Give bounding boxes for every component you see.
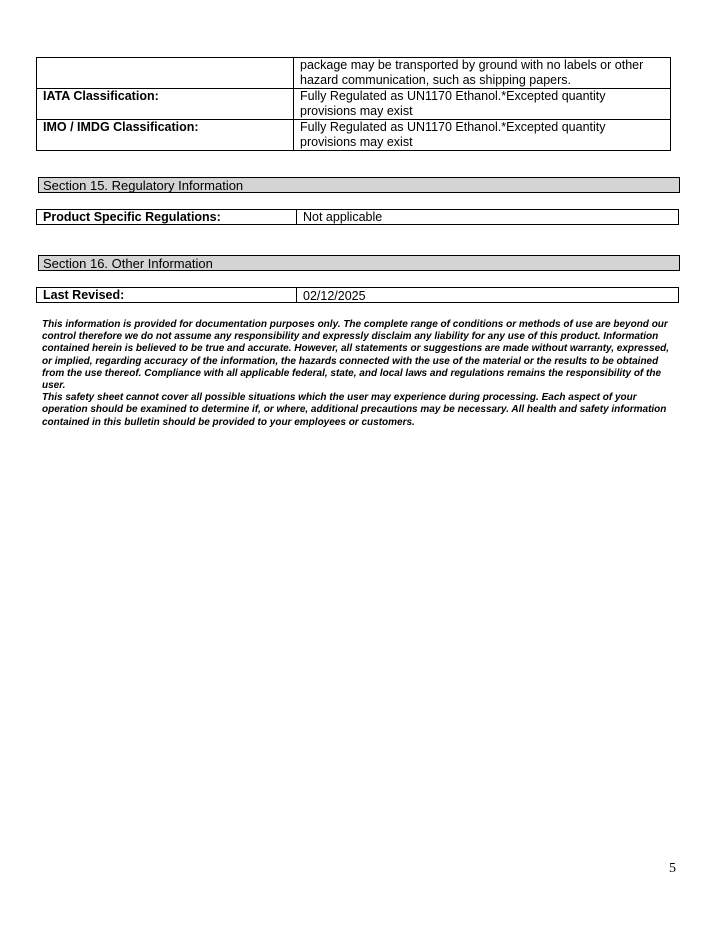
product-specific-regulations-value: Not applicable bbox=[303, 210, 383, 224]
transport-classification-table bbox=[36, 57, 671, 151]
last-revised-row bbox=[36, 287, 679, 303]
table-row bbox=[37, 89, 671, 120]
table-row bbox=[37, 120, 671, 151]
row-value: package may be transported by ground with no labels or other hazard communication, such as shipping papers. bbox=[294, 58, 671, 89]
row-value-imo: Fully Regulated as UN1170 Ethanol.*Excepted quantity provisions may exist bbox=[294, 120, 671, 151]
last-revised-value: 02/12/2025 bbox=[303, 289, 366, 303]
disclaimer-text: This information is provided for documentation purposes only. The complete range of conditions or methods of use are beyond our control therefore we do not assume any responsibility and expressly disclaim any liability for any use of this product. Information contained herein is believed to be true and accurate. However, all statements or suggestions are made without warranty, expressed, or implied, regarding accuracy of the information, the hazards connected with the use of the material or the results to be obtained from the use thereof. Compliance with all applicable federal, state, and local laws and regulations remains the responsibility of the user. This safety sheet cannot cover all possible situations which the user may experience during processing. Each aspect of your operation should be examined to determine if, or where, additional precautions may be necessary. All health and safety information contained in this bulletin should be provided to your employees or customers. bbox=[42, 319, 670, 428]
row-label bbox=[37, 58, 294, 89]
section-15-header: Section 15. Regulatory Information bbox=[38, 177, 680, 193]
row-label-imo: IMO / IMDG Classification: bbox=[37, 120, 294, 151]
page-number: 5 bbox=[669, 861, 676, 876]
product-specific-regulations-row bbox=[36, 209, 679, 225]
table-row bbox=[37, 58, 671, 89]
row-value-iata: Fully Regulated as UN1170 Ethanol.*Excepted quantity provisions may exist bbox=[294, 89, 671, 120]
section-16-header: Section 16. Other Information bbox=[38, 255, 680, 271]
product-specific-regulations-label: Product Specific Regulations: bbox=[37, 210, 297, 224]
row-label-iata: IATA Classification: bbox=[37, 89, 294, 120]
last-revised-label: Last Revised: bbox=[37, 288, 297, 302]
